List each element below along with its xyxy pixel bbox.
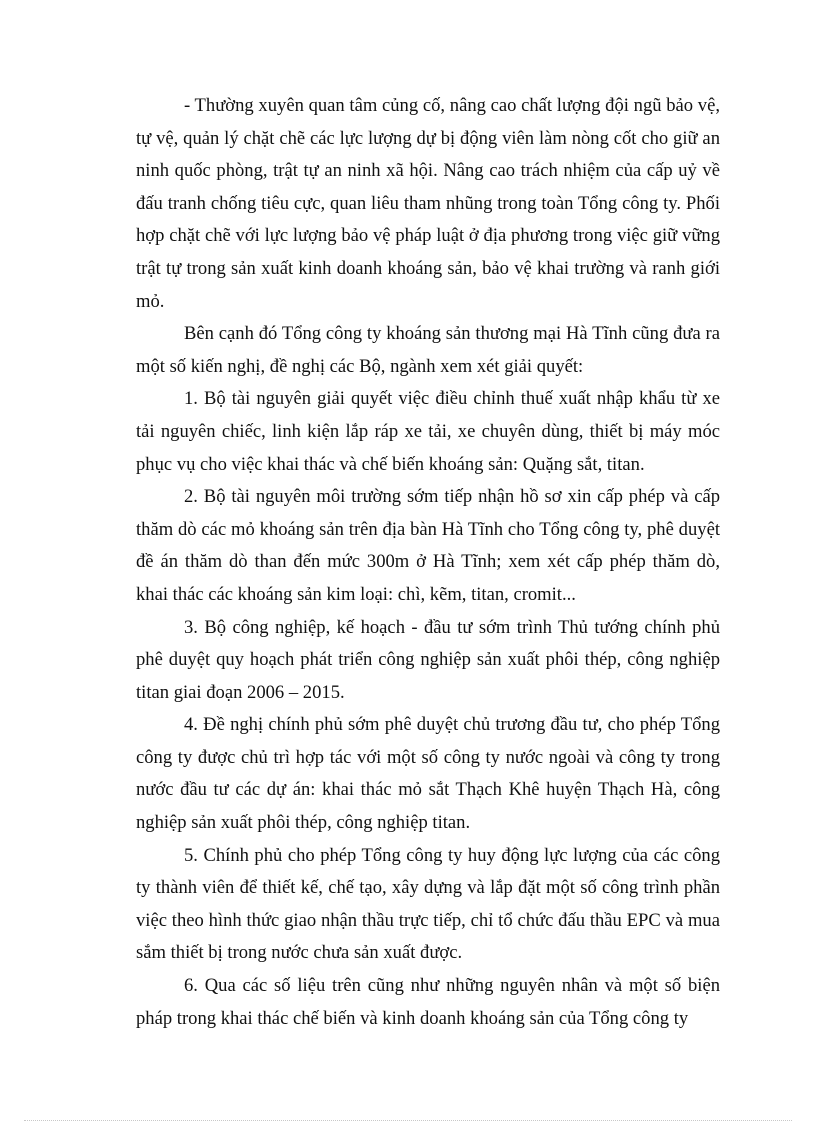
paragraph-recommendation-3: 3. Bộ công nghiệp, kế hoạch - đầu tư sớm trình Thủ tướng chính phủ phê duyệt quy hoạch phát triển công nghiệp sản xuất phôi thép, công nghiệp titan giai đoạn 2006 – 2015. [136,616,720,703]
paragraph-recommendation-2: 2. Bộ tài nguyên môi trường sớm tiếp nhận hồ sơ xin cấp phép và cấp thăm dò các mỏ khoáng sản trên địa bàn Hà Tĩnh cho Tổng công ty, phê duyệt đề án thăm dò than đến mức 300m ở Hà Tĩnh; xem xét cấp phép thăm dò, khai thác các khoáng sản kim loại: chì, kẽm, titan, cromit... [136,486,720,605]
paragraph-security: - Thường xuyên quan tâm củng cố, nâng cao chất lượng đội ngũ bảo vệ, tự vệ, quản lý chặt chẽ các lực lượng dự bị động viên làm nòng cốt cho giữ an ninh quốc phòng, trật tự an ninh xã hội. Nâng cao trách nhiệm của cấp uỷ về đấu tranh chống tiêu cực, quan liêu tham nhũng trong toàn Tổng công ty. Phối hợp chặt chẽ với lực lượng bảo vệ pháp luật ở địa phương trong việc giữ vững trật tự trong sản xuất kinh doanh khoáng sản, bảo vệ khai trường và ranh giới mỏ. [136,95,720,312]
document-body [136,90,720,1035]
paragraph-recommendation-5: 5. Chính phủ cho phép Tổng công ty huy động lực lượng của các công ty thành viên để thiết kế, chế tạo, xây dựng và lắp đặt một số công trình phần việc theo hình thức giao nhận thầu trực tiếp, chỉ tổ chức đấu thầu EPC và mua sắm thiết bị trong nước chưa sản xuất được. [136,844,720,964]
page-bottom-divider [24,1120,792,1121]
paragraph-recommendation-4: 4. Đề nghị chính phủ sớm phê duyệt chủ trương đầu tư, cho phép Tổng công ty được chủ trì hợp tác với một số công ty nước ngoài và công ty trong nước đầu tư các dự án: khai thác mỏ sắt Thạch Khê huyện Thạch Hà, công nghiệp sản xuất phôi thép, công nghiệp titan. [136,714,720,834]
paragraph-recommendation-1: 1. Bộ tài nguyên giải quyết việc điều chỉnh thuế xuất nhập khẩu từ xe tải nguyên chiếc, linh kiện lắp ráp xe tải, xe chuyên dùng, thiết bị máy móc phục vụ cho việc khai thác và chế biến khoáng sản: Quặng sắt, titan. [136,388,720,475]
paragraph-recommendations-intro: Bên cạnh đó Tổng công ty khoáng sản thương mại Hà Tĩnh cũng đưa ra một số kiến nghị, đề nghị các Bộ, ngành xem xét giải quyết: [136,323,720,377]
paragraph-recommendation-6: 6. Qua các số liệu trên cũng như những nguyên nhân và một số biện pháp trong khai thác chế biến và kinh doanh khoáng sản của Tổng công ty [136,975,720,1029]
